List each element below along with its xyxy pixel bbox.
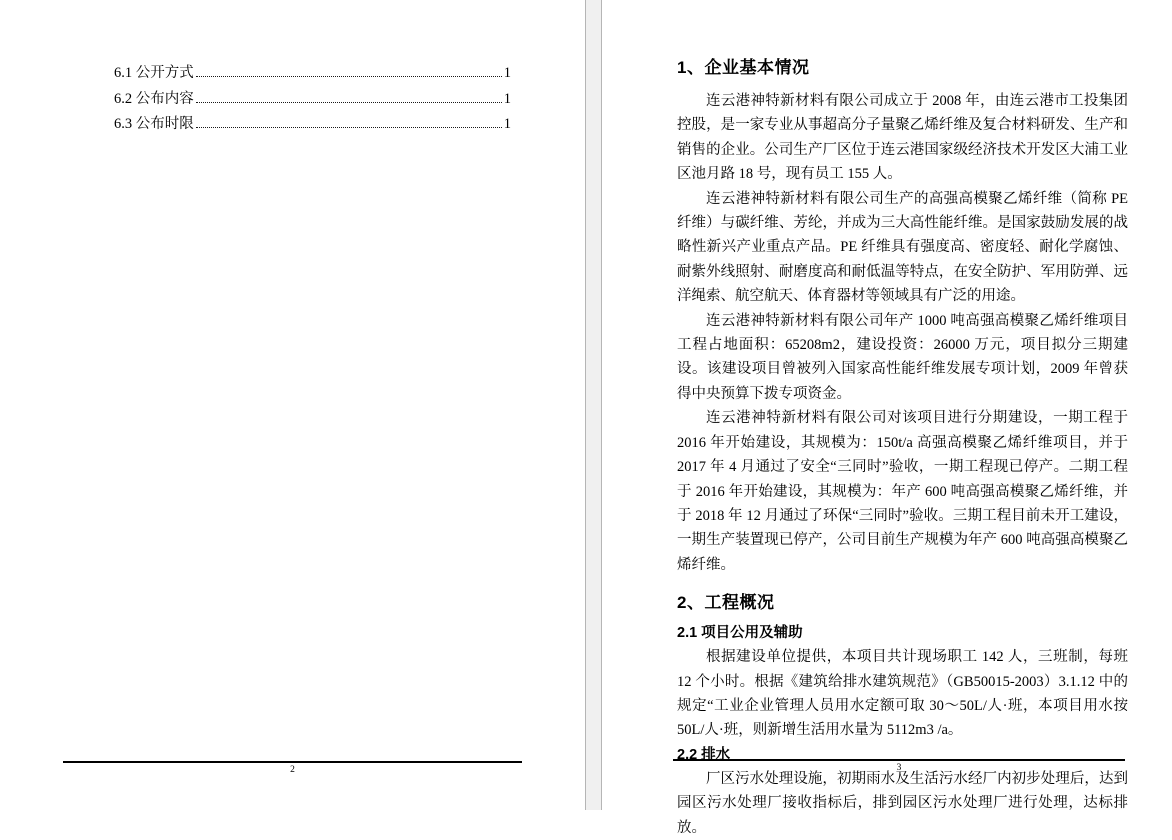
- page-footer: [673, 759, 1125, 774]
- toc-page-number: 1: [503, 90, 511, 107]
- toc-entry[interactable]: [114, 87, 511, 113]
- table-of-contents: [114, 61, 511, 138]
- paragraph-project-phases: 连云港神特新材料有限公司对该项目进行分期建设，一期工程于 2016 年开始建设，其规模为：150t/a 高强高模聚乙烯纤维项目，并于 2017 年 4 月通过了安全“三同时”验收，一期工程现已停产。二期工程于 2016 年开始建设，其规模为：年产 600 吨高强高模聚乙烯纤维，并于 2018 年 12 月通过了环保“三同时”验收。三期工程目前未开工建设，一期生产装置现已停产，公司目前生产规模为年产 600 吨高强高模聚乙烯纤维。: [677, 410, 1128, 573]
- toc-entry-label: 6.3 公布时限: [114, 116, 194, 132]
- section-heading-project-overview: 2、工程概况: [677, 593, 775, 613]
- document-page-right: [602, 0, 1172, 836]
- subsection-heading-drainage: 2.2 排水: [677, 746, 731, 763]
- paragraph-utilities: 根据建设单位提供，本项目共计现场职工 142 人，三班制，每班 12 个小时。根据《建筑给排水建筑规范》（GB50015-2003）3.1.12 中的规定“工业企业管理人员用水定额可取 30～50L/人·班，本项目用水按 50L/人·班，则新增生活用水量为 5112m3 /a。: [677, 649, 1128, 739]
- toc-entry-label: 6.1 公开方式: [114, 65, 194, 81]
- paragraph-project-investment: 连云港神特新材料有限公司年产 1000 吨高强高模聚乙烯纤维项目工程占地面积：65208m2，建设投资：26000 万元，项目拟分三期建设。该建设项目曾被列入国家高性能纤维发展专项计划，2009 年曾获得中央预算下拨专项资金。: [677, 312, 1128, 402]
- page-gap-divider: [585, 0, 602, 810]
- page-number: 3: [896, 763, 902, 773]
- section-heading-company-basics: 1、企业基本情况: [677, 58, 810, 77]
- paragraph-company-intro: 连云港神特新材料有限公司成立于 2008 年，由连云港市工投集团控股，是一家专业从事超高分子量聚乙烯纤维及复合材料研发、生产和销售的企业。公司生产厂区位于连云港国家级经济技术开发区大浦工业区池月路 18 号，现有员工 155 人。: [677, 93, 1128, 183]
- toc-dot-leader: [196, 76, 502, 77]
- document-page-left: [0, 0, 585, 810]
- page-footer: [63, 761, 522, 776]
- document-body: [677, 56, 1128, 840]
- paragraph-pe-fiber: 连云港神特新材料有限公司生产的高强高模聚乙烯纤维（简称 PE 纤维）与碳纤维、芳纶，并成为三大高性能纤维。是国家鼓励发展的战略性新兴产业重点产品。PE 纤维具有强度高、密度轻、耐化学腐蚀、耐紫外线照射、耐磨度高和耐低温等特点，在安全防护、军用防弹、远洋绳索、航空航天、体育器材等领域具有广泛的用途。: [677, 190, 1128, 305]
- paragraph-drainage: 厂区污水处理设施，初期雨水及生活污水经厂内初步处理后，达到园区污水处理厂接收指标后，排到园区污水处理厂进行处理，达标排放。: [677, 770, 1128, 836]
- toc-page-number: 1: [503, 116, 511, 132]
- subsection-heading-utilities: 2.1 项目公用及辅助: [677, 625, 803, 642]
- toc-page-number: 1: [503, 65, 511, 81]
- toc-entry-label: 6.2 公布内容: [114, 90, 194, 107]
- page-number: 2: [290, 765, 295, 775]
- toc-dot-leader: [196, 127, 502, 128]
- toc-entry[interactable]: [114, 112, 511, 138]
- toc-dot-leader: [196, 102, 502, 103]
- toc-entry[interactable]: [114, 61, 511, 87]
